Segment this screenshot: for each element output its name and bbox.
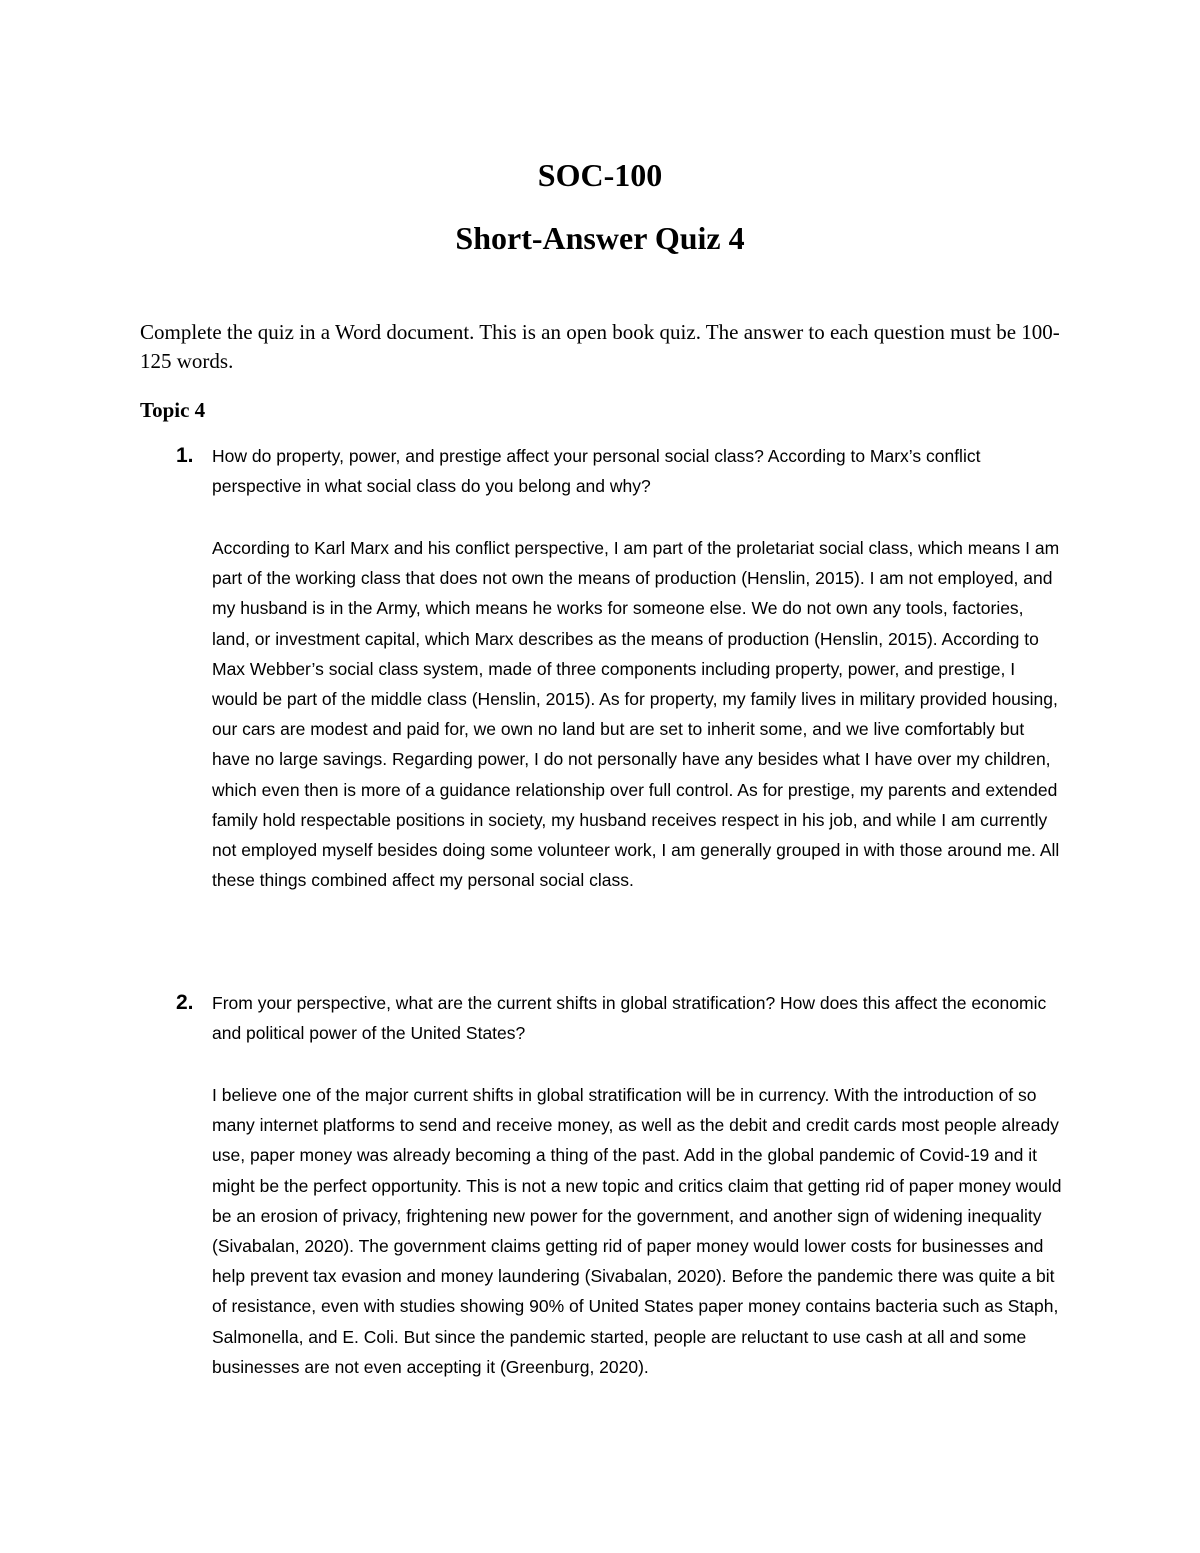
answer-text: According to Karl Marx and his conflict perspective, I am part of the proletariat social class, which means I am part of the working class that does not own the means of production (Henslin, 2015). I am not employed, and my husband is in the Army, which means he works for someone else. We do not own any tools, factories, land, or investment capital, which Marx describes as the means of production (Henslin, 2015). According to Max Webber’s social class system, made of three components including property, power, and prestige, I would be part of the middle class (Henslin, 2015). As for property, my family lives in military provided housing, our cars are modest and paid for, we own no land but are set to inherit some, and we live comfortably but have no large savings. Regarding power, I do not personally have any besides what I have over my children, which even then is more of a guidance relationship over full control. As for prestige, my parents and extended family hold respectable positions in society, my husband receives respect in his job, and while I am currently not employed myself besides doing some volunteer work, I am generally grouped in with those around me. All these things combined affect my personal social class. — [212, 538, 1060, 891]
question-text: From your perspective, what are the current shifts in global stratification? How does this affect the economic and political power of the United States? — [212, 993, 1047, 1044]
question-text: How do property, power, and prestige affect your personal social class? According to Marx’s conflict perspective in what social class do you belong and why? — [212, 446, 981, 497]
instructions: Complete the quiz in a Word document. This is an open book quiz. The answer to each question must be 100-125 words. — [140, 320, 1060, 373]
quiz-title: Short-Answer Quiz 4 — [455, 220, 745, 256]
question-number: 1. — [176, 444, 194, 467]
course-title: SOC-100 — [537, 157, 663, 193]
answer-text: I believe one of the major current shifts in global stratification will be in currency. With the introduction of so many internet platforms to send and receive money, as well as the debit and credit cards most people already use, paper money was already becoming a thing of the past. Add in the global pandemic of Covid-19 and it might be the perfect opportunity. This is not a new topic and critics claim that getting rid of paper money would be an erosion of privacy, frightening new power for the government, and another sign of widening inequality (Sivabalan, 2020). The government claims getting rid of paper money would lower costs for businesses and help prevent tax evasion and money laundering (Sivabalan, 2020). Before the pandemic there was quite a bit of resistance, even with studies showing 90% of United States paper money contains bacteria such as Staph, Salmonella, and E. Coli. But since the pandemic started, people are reluctant to use cash at all and some businesses are not even accepting it (Greenburg, 2020). — [212, 1085, 1062, 1377]
topic-heading: Topic 4 — [140, 398, 206, 422]
question-number: 2. — [176, 991, 194, 1014]
